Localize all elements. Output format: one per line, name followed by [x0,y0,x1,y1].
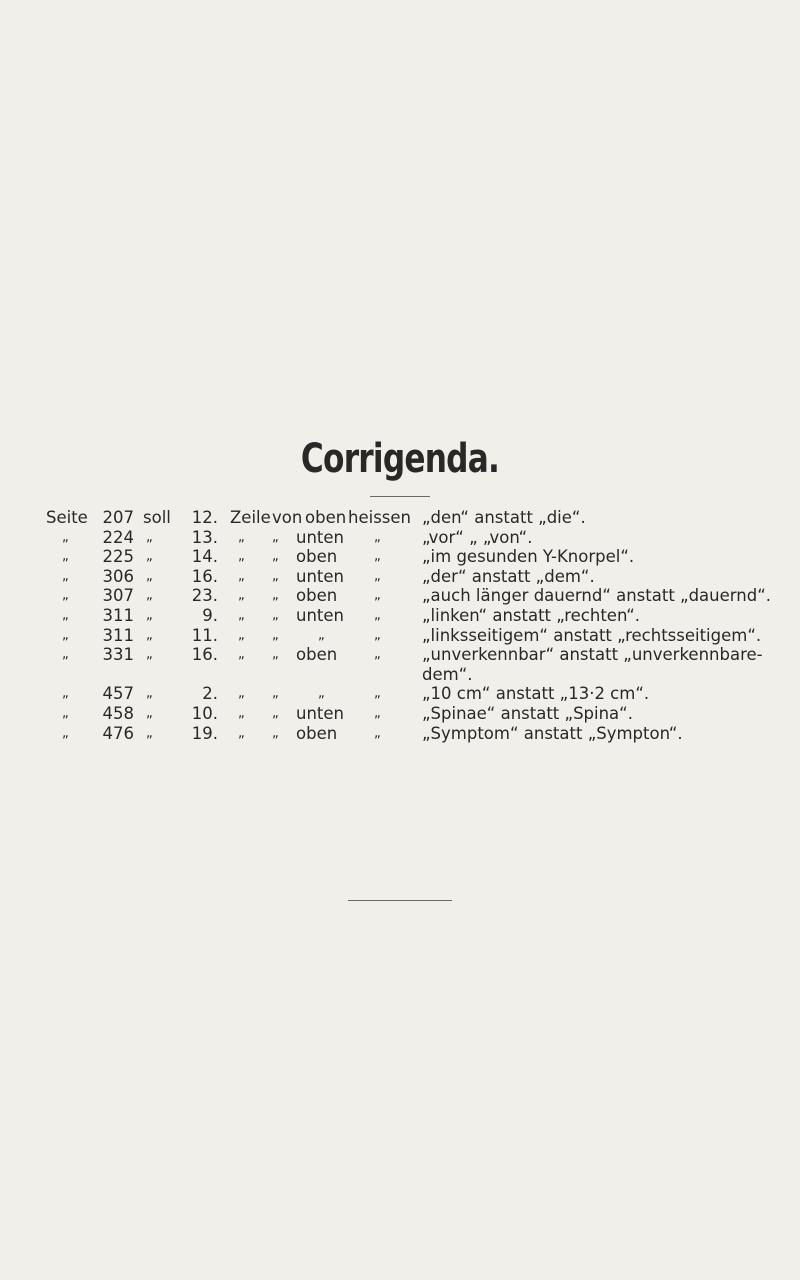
seite-label: Seite [46,508,88,527]
ditto-mark: „ [238,529,245,545]
list-item [0,528,800,548]
position-label: oben [296,723,338,743]
line-number: 14. [191,547,218,567]
ditto-mark: „ [374,686,381,702]
page-number: 458 [102,703,134,723]
list-item [0,684,800,704]
page-number: 207 [102,508,134,527]
correction-text: „Spinae“ anstatt „Spina“. [422,703,633,723]
page-title: Corrigenda. [300,436,500,482]
line-number: 19. [191,723,218,743]
ditto-mark: „ [62,647,69,663]
list-item [0,626,800,646]
correction-text: „unverkennbar“ anstatt „unverkennbare- dem“. [422,645,763,684]
page-number: 476 [102,723,134,743]
page-number: 306 [102,566,134,586]
correction-text: „vor“ „ „von“. [422,527,533,547]
correction-text: „10 cm“ anstatt „13·2 cm“. [422,684,650,704]
ditto-mark: „ [62,627,69,643]
ditto-mark: „ [374,647,381,663]
von-label: von [272,508,303,527]
ditto-mark: „ [374,627,381,643]
ditto-mark: „ [146,529,153,545]
ditto-mark: „ [272,568,279,584]
ditto-mark: „ [146,725,153,741]
ditto-mark: „ [238,588,245,604]
ditto-mark: „ [374,568,381,584]
ditto-mark: „ [272,705,279,721]
position-label: unten [296,703,344,723]
bottom-divider [348,900,452,901]
ditto-mark: „ [62,705,69,721]
ditto-mark: „ [374,549,381,565]
ditto-mark: „ [318,627,325,643]
ditto-mark: „ [146,647,153,663]
ditto-mark: „ [238,705,245,721]
page-number: 307 [102,586,134,606]
ditto-mark: „ [146,568,153,584]
ditto-mark: „ [272,549,279,565]
page-number: 224 [102,527,134,547]
ditto-mark: „ [146,627,153,643]
page-number: 311 [102,625,134,645]
ditto-mark: „ [62,529,69,545]
correction-text: „auch länger dauernd“ anstatt „dauernd“. [422,586,771,606]
correction-text: „Symptom“ anstatt „Sympton“. [422,723,683,743]
line-number: 11. [191,625,218,645]
ditto-mark: „ [238,627,245,643]
ditto-mark: „ [374,705,381,721]
heissen-label: heissen [348,508,411,527]
ditto-mark: „ [272,647,279,663]
line-number: 16. [191,566,218,586]
correction-text: „im gesunden Y-Knorpel“. [422,547,635,567]
position-label: oben [296,645,338,665]
ditto-mark: „ [62,686,69,702]
ditto-mark: „ [318,686,325,702]
line-number: 23. [191,586,218,606]
ditto-mark: „ [62,607,69,623]
ditto-mark: „ [62,588,69,604]
list-item [0,547,800,567]
position-label: unten [296,566,344,586]
list-item [0,567,800,587]
line-number: 12. [191,508,218,527]
correction-text: „den“ anstatt „die“. [422,508,586,527]
corrigenda-list [0,508,800,743]
line-number: 9. [202,605,218,625]
list-item [0,704,800,724]
ditto-mark: „ [238,568,245,584]
ditto-mark: „ [62,725,69,741]
line-number: 10. [191,703,218,723]
ditto-mark: „ [238,549,245,565]
line-number: 2. [202,684,218,704]
ditto-mark: „ [374,607,381,623]
ditto-mark: „ [238,607,245,623]
ditto-mark: „ [272,627,279,643]
position-label: oben [296,586,338,606]
ditto-mark: „ [62,568,69,584]
line-number: 16. [191,645,218,665]
ditto-mark: „ [146,549,153,565]
page-number: 457 [102,684,134,704]
list-item [0,724,800,744]
correction-text: „linken“ anstatt „rechten“. [422,605,641,625]
ditto-mark: „ [272,725,279,741]
page-number: 311 [102,605,134,625]
ditto-mark: „ [238,686,245,702]
ditto-mark: „ [272,607,279,623]
correction-text: „linksseitigem“ anstatt „rechtsseitigem“. [422,625,762,645]
list-item [0,606,800,626]
ditto-mark: „ [146,588,153,604]
ditto-mark: „ [374,588,381,604]
page-number: 331 [102,645,134,665]
position-label: unten [296,605,344,625]
position-label: oben [305,508,347,527]
ditto-mark: „ [272,686,279,702]
list-item [0,645,800,684]
ditto-mark: „ [374,529,381,545]
position-label: unten [296,527,344,547]
ditto-mark: „ [238,647,245,663]
ditto-mark: „ [238,725,245,741]
title-divider [370,496,430,497]
ditto-mark: „ [146,686,153,702]
position-label: oben [296,547,338,567]
line-number: 13. [191,527,218,547]
ditto-mark: „ [272,588,279,604]
ditto-mark: „ [146,607,153,623]
zeile-label: Zeile [230,508,271,527]
page-number: 225 [102,547,134,567]
list-item [0,586,800,606]
list-item [0,508,800,528]
ditto-mark: „ [374,725,381,741]
soll-label: soll [143,508,171,527]
correction-text: „der“ anstatt „dem“. [422,566,595,586]
ditto-mark: „ [62,549,69,565]
ditto-mark: „ [146,705,153,721]
ditto-mark: „ [272,529,279,545]
